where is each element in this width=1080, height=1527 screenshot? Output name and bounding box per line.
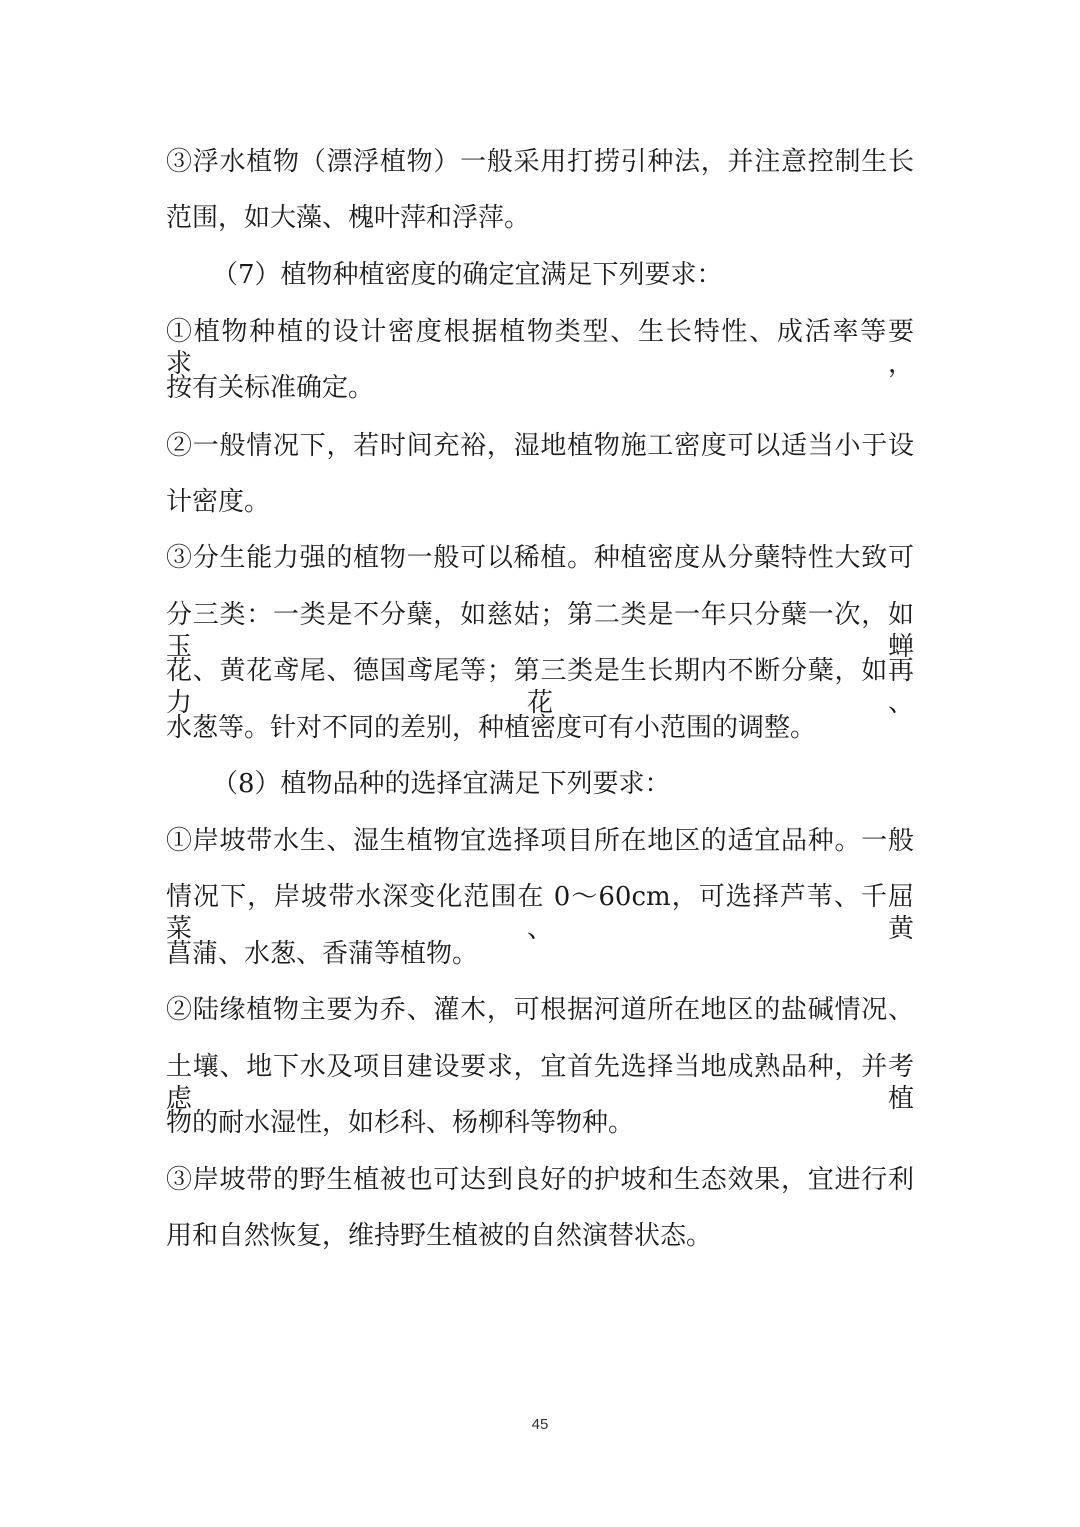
text-line: 菖蒲、水葱、香蒲等植物。 [166, 939, 479, 969]
text-line: 情况下，岸坡带水深变化范围在 0～60cm，可选择芦苇、千屈菜、黄 [166, 882, 914, 944]
text-line: 范围，如大藻、槐叶萍和浮萍。 [166, 203, 531, 233]
text-line: ③浮水植物（漂浮植物）一般采用打捞引种法，并注意控制生长 [166, 147, 914, 177]
text-line: 物的耐水湿性，如杉科、杨柳科等物种。 [166, 1108, 635, 1138]
text-line: ②一般情况下，若时间充裕，湿地植物施工密度可以适当小于设 [166, 431, 914, 461]
text-line: ③分生能力强的植物一般可以稀植。种植密度从分蘖特性大致可 [166, 543, 914, 573]
text-line: 分三类：一类是不分蘖，如慈姑；第二类是一年只分蘖一次，如玉蝉 [166, 600, 914, 662]
text-line: ②陆缘植物主要为乔、灌木，可根据河道所在地区的盐碱情况、 [166, 995, 914, 1025]
text-line: 土壤、地下水及项目建设要求，宜首先选择当地成熟品种，并考虑植 [166, 1052, 914, 1114]
section-heading: （7）植物种植密度的确定宜满足下列要求： [212, 260, 723, 290]
page-number: 45 [531, 1416, 549, 1433]
text-line: ①岸坡带水生、湿生植物宜选择项目所在地区的适宜品种。一般 [166, 826, 914, 856]
text-line: 按有关标准确定。 [166, 373, 375, 403]
text-line: ①植物种植的设计密度根据植物类型、生长特性、成活率等要求， [166, 317, 914, 379]
text-line: 水葱等。针对不同的差别，种植密度可有小范围的调整。 [166, 713, 817, 743]
text-line: ③岸坡带的野生植被也可达到良好的护坡和生态效果，宜进行利 [166, 1165, 914, 1195]
section-heading: （8）植物品种的选择宜满足下列要求： [212, 769, 671, 799]
text-line: 计密度。 [166, 487, 271, 517]
text-line: 用和自然恢复，维持野生植被的自然演替状态。 [166, 1221, 713, 1251]
text-line: 花、黄花鸢尾、德国鸢尾等；第三类是生长期内不断分蘖，如再力花、 [166, 656, 914, 718]
